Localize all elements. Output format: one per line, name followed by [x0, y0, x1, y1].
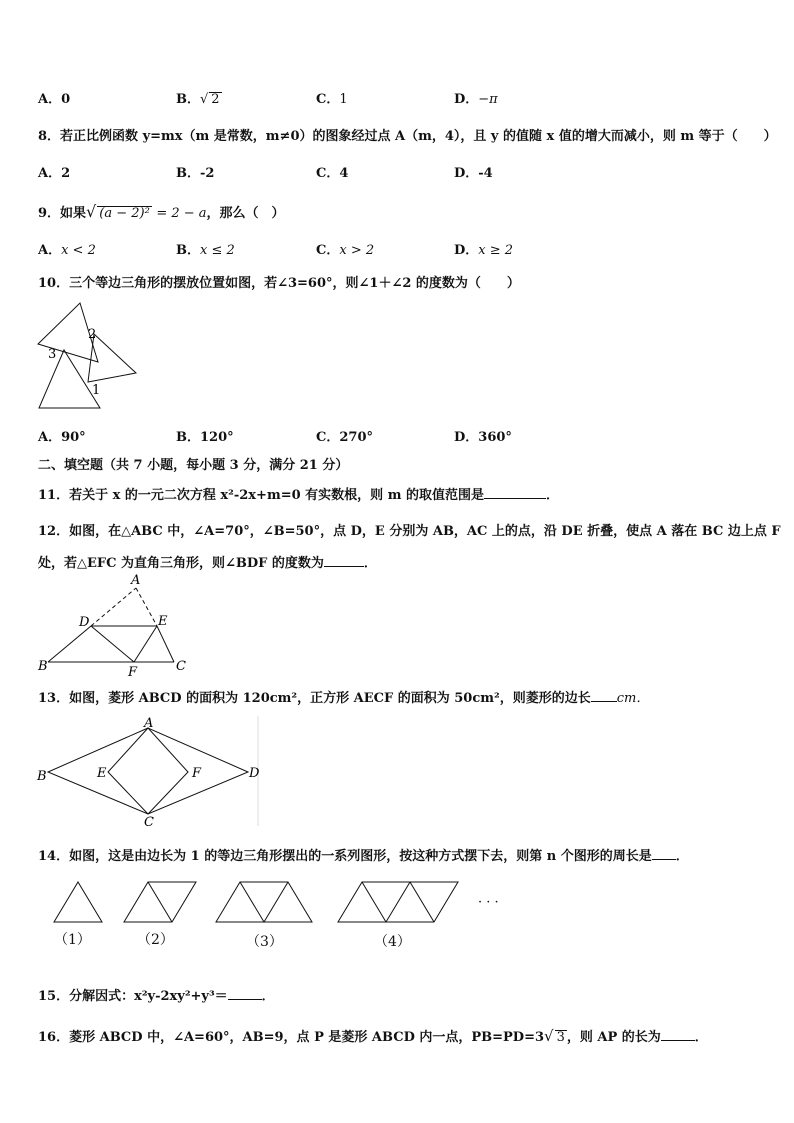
q8-option-d: D．-4 — [454, 166, 493, 181]
q12-figure — [36, 573, 196, 680]
q10-stem: 10．三个等边三角形的摆放位置如图，若∠3=60°，则∠1＋∠2 的度数为（ ） — [38, 276, 520, 291]
q9-option-c: C．x > 2 — [316, 243, 375, 258]
q10-label-2: 2 — [88, 327, 97, 342]
q13-label-f: F — [192, 766, 202, 781]
q10-option-b: B．120° — [176, 430, 234, 445]
q7-option-a: A．0 — [38, 92, 71, 107]
q9-stem: 9．如果√ (a − 2)² = 2 − a，那么（ ） — [38, 202, 285, 221]
q9-option-d: D．x ≥ 2 — [454, 243, 514, 258]
q11-answer-blank[interactable] — [484, 486, 546, 499]
q14-caption-2: （2） — [137, 932, 174, 948]
q15-answer-blank[interactable] — [228, 987, 262, 1000]
q8-option-a: A．2 — [38, 166, 71, 181]
q10-option-c: C．270° — [316, 430, 373, 445]
q12-label-f: F — [128, 665, 138, 680]
q13-label-b: B — [37, 769, 47, 784]
q11-stem: 11．若关于 x 的一元二次方程 x²-2x+m=0 有实数根，则 m 的取值范围是 ． — [38, 488, 559, 503]
q12-line1: 12．如图，在△ABC 中，∠A=70°，∠B=50°，点 D，E 分别为 AB，AC 上的点，沿 DE 折叠，使点 A 落在 BC 边上点 F — [38, 524, 781, 539]
q13-stem: 13．如图，菱形 ABCD 的面积为 120cm²，正方形 AECF 的面积为 50cm²，则菱形的边长 cm． — [38, 691, 650, 706]
q13-figure — [36, 716, 266, 828]
q15-stem: 15．分解因式：x²y-2xy²+y³＝ ． — [38, 989, 275, 1004]
q14-stem: 14．如图，这是由边长为 1 的等边三角形摆出的一系列图形，按这种方式摆下去，则第 n 个图形的周长是 ． — [38, 849, 689, 864]
q7-option-d: D．−π — [454, 92, 498, 107]
q13-label-a: A — [144, 716, 154, 731]
q8-option-b: B．-2 — [176, 166, 215, 181]
q16-answer-blank[interactable] — [661, 1028, 695, 1041]
q14-figures — [50, 878, 520, 928]
q14-caption-4: （4） — [374, 934, 411, 950]
q12-label-b: B — [38, 659, 48, 674]
q10-label-1: 1 — [92, 383, 101, 398]
q8-stem: 8．若正比例函数 y=mx（m 是常数，m≠0）的图象经过点 A（m，4），且 y 的值随 x 值的增大而减小，则 m 等于（ ） — [38, 129, 777, 144]
q12-label-a: A — [131, 573, 141, 588]
q13-answer-blank[interactable] — [591, 689, 617, 702]
q12-line2: 处，若△EFC 为直角三角形，则∠BDF 的度数为 ． — [38, 556, 377, 571]
q14-answer-blank[interactable] — [652, 847, 676, 860]
q13-label-c: C — [144, 815, 154, 830]
q8-option-c: C．4 — [316, 166, 349, 181]
q10-figure — [36, 300, 146, 412]
q14-caption-1: （1） — [54, 932, 91, 948]
q7-option-b: B．√ 2 — [176, 92, 220, 107]
q9-option-b: B．x ≤ 2 — [176, 243, 235, 258]
q16-stem: 16．菱形 ABCD 中，∠A=60°，AB=9，点 P 是菱形 ABCD 内一点，PB=PD=3√ 3 ，则 AP 的长为 ． — [38, 1027, 708, 1045]
q14-ellipsis: · · · — [478, 895, 499, 910]
q13-label-d: D — [249, 766, 260, 781]
q10-option-a: A．90° — [38, 430, 86, 445]
q12-label-d: D — [79, 615, 90, 630]
q12-label-e: E — [158, 614, 168, 629]
q14-caption-3: （3） — [246, 934, 283, 950]
q13-label-e: E — [97, 766, 107, 781]
q12-answer-blank[interactable] — [324, 554, 364, 567]
q7-option-c: C．1 — [316, 92, 348, 107]
q12-label-c: C — [176, 659, 186, 674]
q10-label-3: 3 — [48, 347, 57, 362]
q10-option-d: D．360° — [454, 430, 512, 445]
q9-option-a: A．x < 2 — [38, 243, 96, 258]
section-heading: 二、填空题（共 7 小题，每小题 3 分，满分 21 分） — [38, 458, 349, 473]
